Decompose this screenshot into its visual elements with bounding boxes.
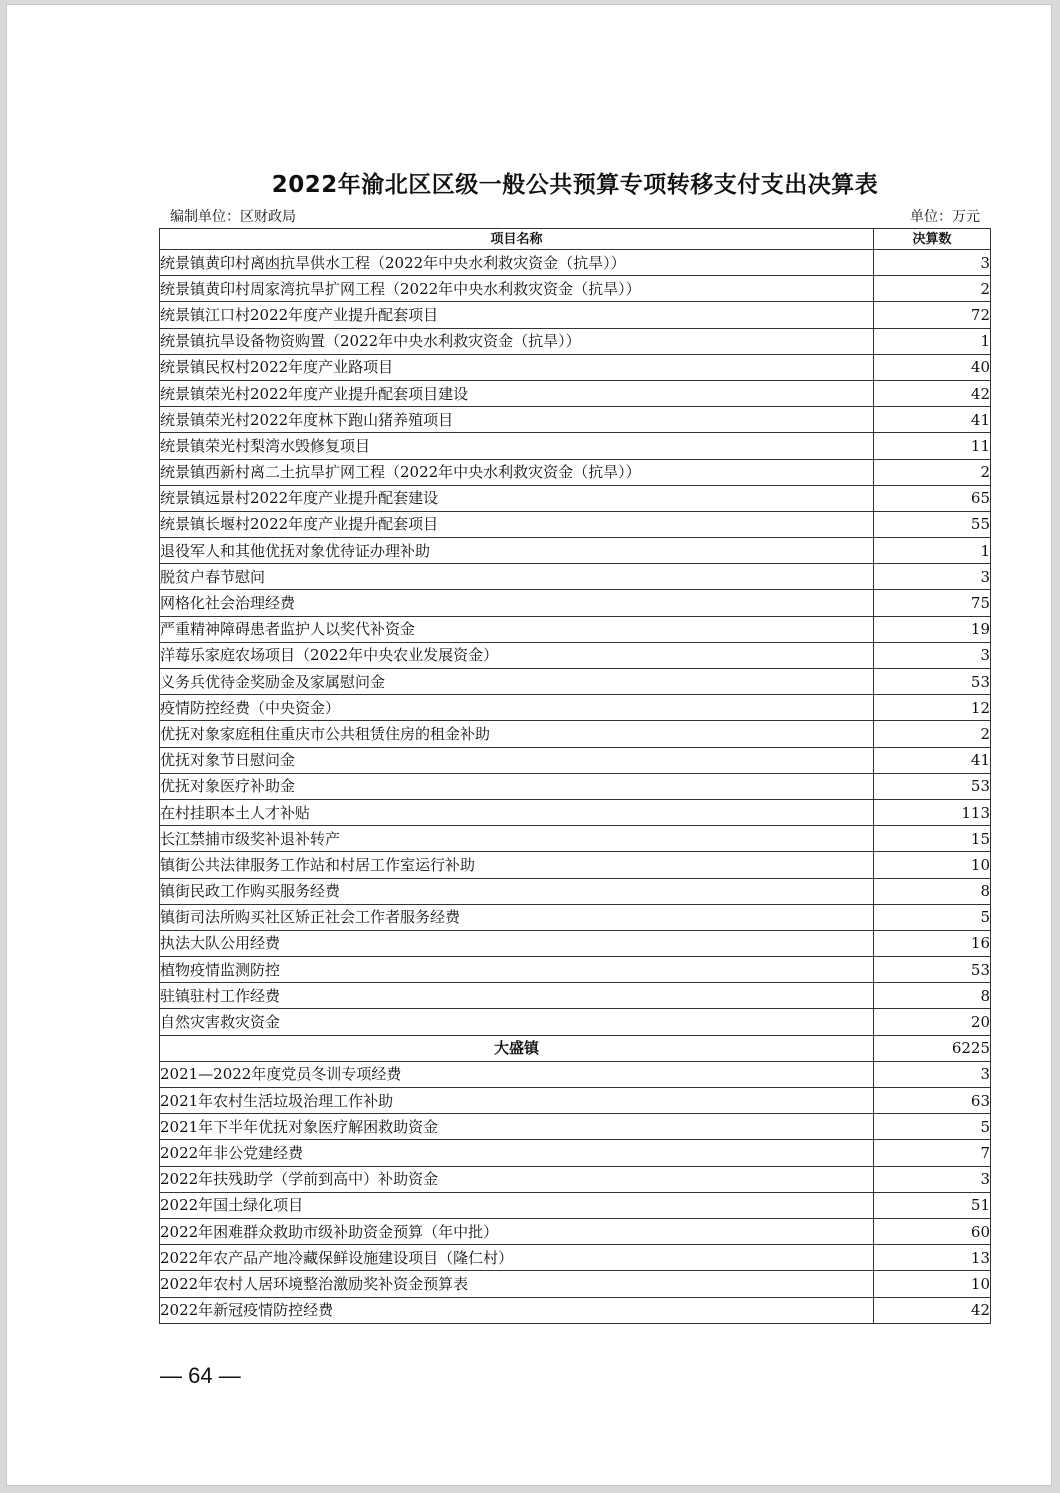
unit-label: 单位：万元 xyxy=(910,209,980,225)
project-name-cell: 统景镇黄印村离凼抗旱供水工程（2022年中央水利救灾资金（抗旱）） xyxy=(160,250,874,276)
project-name-cell: 植物疫情监测防控 xyxy=(160,957,874,983)
amount-cell: 3 xyxy=(874,642,991,668)
table-row xyxy=(160,669,991,695)
amount-cell: 13 xyxy=(874,1245,991,1271)
table-row xyxy=(160,459,991,485)
table-row xyxy=(160,695,991,721)
table-row xyxy=(160,1271,991,1297)
amount-cell: 5 xyxy=(874,904,991,930)
amount-cell: 7 xyxy=(874,1140,991,1166)
project-name-cell: 2022年非公党建经费 xyxy=(160,1140,874,1166)
project-name-cell: 统景镇黄印村周家湾抗旱扩网工程（2022年中央水利救灾资金（抗旱）） xyxy=(160,276,874,302)
amount-cell: 5 xyxy=(874,1114,991,1140)
project-name-cell: 2022年农村人居环境整治激励奖补资金预算表 xyxy=(160,1271,874,1297)
amount-cell: 19 xyxy=(874,616,991,642)
table-row xyxy=(160,1245,991,1271)
amount-cell: 2 xyxy=(874,721,991,747)
table-row xyxy=(160,878,991,904)
table-row xyxy=(160,957,991,983)
header-project-name: 项目名称 xyxy=(160,229,874,250)
project-name-cell: 统景镇民权村2022年度产业路项目 xyxy=(160,354,874,380)
table-row xyxy=(160,1166,991,1192)
amount-cell: 1 xyxy=(874,328,991,354)
project-name-cell: 优抚对象家庭租住重庆市公共租赁住房的租金补助 xyxy=(160,721,874,747)
amount-cell: 53 xyxy=(874,669,991,695)
amount-cell: 75 xyxy=(874,590,991,616)
amount-cell: 2 xyxy=(874,276,991,302)
amount-cell: 20 xyxy=(874,1009,991,1035)
table-row xyxy=(160,302,991,328)
amount-cell: 51 xyxy=(874,1192,991,1218)
table-row xyxy=(160,721,991,747)
amount-cell: 1 xyxy=(874,538,991,564)
amount-cell: 6225 xyxy=(874,1035,991,1061)
table-row xyxy=(160,1140,991,1166)
project-name-cell: 2021年下半年优抚对象医疗解困救助资金 xyxy=(160,1114,874,1140)
project-name-cell: 义务兵优待金奖励金及家属慰问金 xyxy=(160,669,874,695)
project-name-cell: 统景镇远景村2022年度产业提升配套建设 xyxy=(160,485,874,511)
amount-cell: 3 xyxy=(874,250,991,276)
project-name-cell: 驻镇驻村工作经费 xyxy=(160,983,874,1009)
table-row xyxy=(160,983,991,1009)
table-row xyxy=(160,1218,991,1244)
amount-cell: 53 xyxy=(874,957,991,983)
amount-cell: 72 xyxy=(874,302,991,328)
table-row xyxy=(160,380,991,406)
amount-cell: 10 xyxy=(874,1271,991,1297)
amount-cell: 2 xyxy=(874,459,991,485)
project-name-cell: 大盛镇 xyxy=(160,1035,874,1061)
amount-cell: 11 xyxy=(874,433,991,459)
project-name-cell: 2021—2022年度党员冬训专项经费 xyxy=(160,1061,874,1087)
project-name-cell: 统景镇江口村2022年度产业提升配套项目 xyxy=(160,302,874,328)
table-row xyxy=(160,538,991,564)
project-name-cell: 统景镇荣光村梨湾水毁修复项目 xyxy=(160,433,874,459)
table-row xyxy=(160,1297,991,1323)
document-title: 2022年渝北区区级一般公共预算专项转移支付支出决算表 xyxy=(271,172,879,198)
amount-cell: 113 xyxy=(874,799,991,825)
amount-cell: 41 xyxy=(874,747,991,773)
project-name-cell: 执法大队公用经费 xyxy=(160,930,874,956)
table-body xyxy=(160,250,991,1324)
table-row xyxy=(160,276,991,302)
table-row xyxy=(160,485,991,511)
amount-cell: 8 xyxy=(874,878,991,904)
project-name-cell: 2021年农村生活垃圾治理工作补助 xyxy=(160,1088,874,1114)
amount-cell: 12 xyxy=(874,695,991,721)
amount-cell: 3 xyxy=(874,1166,991,1192)
table-row xyxy=(160,616,991,642)
amount-cell: 42 xyxy=(874,1297,991,1323)
project-name-cell: 退役军人和其他优抚对象优待证办理补助 xyxy=(160,538,874,564)
table-row xyxy=(160,407,991,433)
table-row xyxy=(160,354,991,380)
amount-cell: 8 xyxy=(874,983,991,1009)
table-row xyxy=(160,250,991,276)
table-header-row xyxy=(160,229,991,250)
project-name-cell: 统景镇抗旱设备物资购置（2022年中央水利救灾资金（抗旱）） xyxy=(160,328,874,354)
table-row xyxy=(160,1192,991,1218)
amount-cell: 60 xyxy=(874,1218,991,1244)
table-row xyxy=(160,433,991,459)
table-row xyxy=(160,511,991,537)
project-name-cell: 洋莓乐家庭农场项目（2022年中央农业发展资金） xyxy=(160,642,874,668)
project-name-cell: 脱贫户春节慰问 xyxy=(160,564,874,590)
project-name-cell: 2022年扶残助学（学前到高中）补助资金 xyxy=(160,1166,874,1192)
budget-table xyxy=(159,228,991,1324)
amount-cell: 42 xyxy=(874,380,991,406)
table-row xyxy=(160,590,991,616)
amount-cell: 65 xyxy=(874,485,991,511)
amount-cell: 55 xyxy=(874,511,991,537)
table-row xyxy=(160,1009,991,1035)
project-name-cell: 统景镇西新村离二土抗旱扩网工程（2022年中央水利救灾资金（抗旱）） xyxy=(160,459,874,485)
amount-cell: 3 xyxy=(874,1061,991,1087)
table-row xyxy=(160,564,991,590)
project-name-cell: 长江禁捕市级奖补退补转产 xyxy=(160,826,874,852)
project-name-cell: 严重精神障碍患者监护人以奖代补资金 xyxy=(160,616,874,642)
project-name-cell: 统景镇荣光村2022年度产业提升配套项目建设 xyxy=(160,380,874,406)
project-name-cell: 2022年困难群众救助市级补助资金预算（年中批） xyxy=(160,1218,874,1244)
project-name-cell: 2022年农产品产地冷藏保鲜设施建设项目（隆仁村） xyxy=(160,1245,874,1271)
table-row xyxy=(160,1061,991,1087)
amount-cell: 63 xyxy=(874,1088,991,1114)
project-name-cell: 2022年新冠疫情防控经费 xyxy=(160,1297,874,1323)
table-row xyxy=(160,773,991,799)
project-name-cell: 自然灾害救灾资金 xyxy=(160,1009,874,1035)
table-row xyxy=(160,930,991,956)
project-name-cell: 镇街司法所购买社区矫正社会工作者服务经费 xyxy=(160,904,874,930)
amount-cell: 40 xyxy=(874,354,991,380)
compiler-label: 编制单位：区财政局 xyxy=(170,209,296,225)
table-row xyxy=(160,799,991,825)
table-row xyxy=(160,904,991,930)
table-row xyxy=(160,328,991,354)
project-name-cell: 在村挂职本土人才补贴 xyxy=(160,799,874,825)
amount-cell: 16 xyxy=(874,930,991,956)
section-row xyxy=(160,1035,991,1061)
amount-cell: 41 xyxy=(874,407,991,433)
project-name-cell: 优抚对象节日慰问金 xyxy=(160,747,874,773)
page-number: — 64 — xyxy=(160,1363,241,1388)
table-row xyxy=(160,747,991,773)
project-name-cell: 统景镇荣光村2022年度林下跑山猪养殖项目 xyxy=(160,407,874,433)
project-name-cell: 网格化社会治理经费 xyxy=(160,590,874,616)
project-name-cell: 镇街公共法律服务工作站和村居工作室运行补助 xyxy=(160,852,874,878)
amount-cell: 15 xyxy=(874,826,991,852)
amount-cell: 10 xyxy=(874,852,991,878)
amount-cell: 53 xyxy=(874,773,991,799)
table-row xyxy=(160,642,991,668)
project-name-cell: 2022年国土绿化项目 xyxy=(160,1192,874,1218)
project-name-cell: 疫情防控经费（中央资金） xyxy=(160,695,874,721)
table-row xyxy=(160,826,991,852)
table-row xyxy=(160,1088,991,1114)
header-amount: 决算数 xyxy=(874,229,991,250)
project-name-cell: 统景镇长堰村2022年度产业提升配套项目 xyxy=(160,511,874,537)
project-name-cell: 镇街民政工作购买服务经费 xyxy=(160,878,874,904)
table-row xyxy=(160,852,991,878)
amount-cell: 3 xyxy=(874,564,991,590)
project-name-cell: 优抚对象医疗补助金 xyxy=(160,773,874,799)
table-row xyxy=(160,1114,991,1140)
